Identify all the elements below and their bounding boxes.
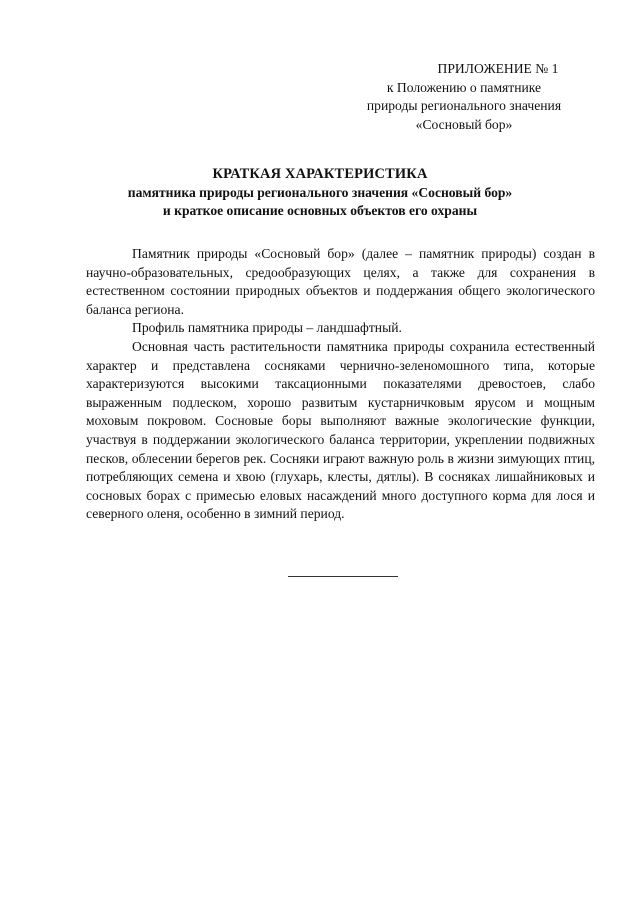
title-subline-1: памятника природы регионального значения «Сосновый бор»: [127, 184, 513, 200]
body-text: [86, 245, 595, 524]
appendix-number: ПРИЛОЖЕНИЕ № 1: [437, 61, 559, 76]
document-title: [40, 165, 600, 221]
paragraph-vegetation: Основная часть растительности памятника природы сохранила естественный характер и представлена сосняками чернично-зеленомошного типа, которые характеризуются высокими таксационными показателями древостоев, слабо выраженным подлеском, хорошо развитым кустарничковым ярусом и мощным моховым покровом. Сосновые боры выполняют важные экологические функции, участвуя в поддержании экологического баланса территории, укреплении подвижных песков, облесении берегов рек. Сосняки играют важную роль в жизни зимующих птиц, потребляющих семена и хвою (глухарь, клесты, дятлы). В сосняках лишайниковых и сосновых борах с примесью еловых насаждений много доступного корма для лося и северного оленя, особенно в зимний период.: [86, 338, 595, 522]
page-title: КРАТКАЯ ХАРАКТЕРИСТИКА: [212, 166, 428, 182]
appendix-header: [334, 60, 594, 134]
appendix-reference-line-1: к Положению о памятнике: [386, 79, 542, 95]
paragraph-purpose: Памятник природы «Сосновый бор» (далее – памятник природы) создан в научно-образовательных, средообразующих целях, а также для сохранения в естественном состоянии природных объектов и поддержания общего экологического баланса региона.: [86, 246, 595, 317]
end-divider: [288, 576, 398, 577]
title-subline-2: и краткое описание основных объектов его охраны: [162, 203, 478, 218]
appendix-reference-line-3: «Сосновый бор»: [415, 116, 513, 132]
paragraph-profile: Профиль памятника природы – ландшафтный.: [132, 320, 402, 336]
appendix-reference-line-2: природы регионального значения: [366, 98, 562, 113]
